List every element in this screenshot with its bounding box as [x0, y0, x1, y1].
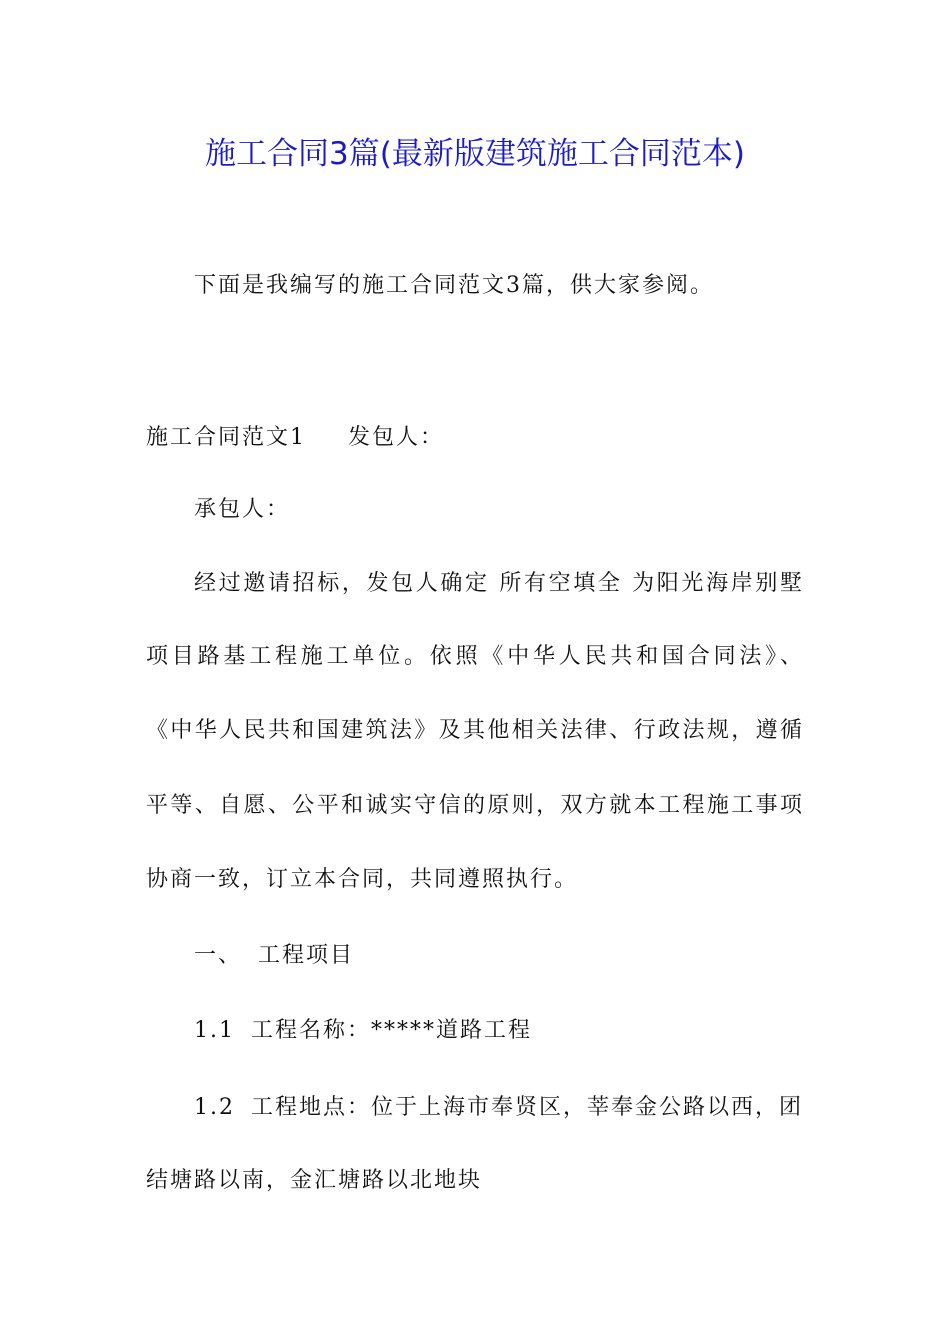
item-1-2-continuation: 结塘路以南，金汇塘路以北地块: [146, 1168, 483, 1193]
paragraph-line: 经过邀请招标，发包人确定 所有空填全 为阳光海岸别墅: [194, 571, 804, 596]
paragraph-line: 《中华人民共和国建筑法》及其他相关法律、行政法规，遵循: [146, 718, 804, 743]
employer-label: 发包人：: [348, 425, 445, 450]
paragraph-line: 平等、自愿、公平和诚实守信的原则，双方就本工程施工事项: [146, 793, 804, 818]
paragraph-line: 项目路基工程施工单位。依照《中华人民共和国合同法》、: [146, 644, 804, 669]
item-1-2-text: 工程地点：位于上海市奉贤区，莘奉金公路以西，团: [251, 1095, 804, 1120]
item-1-1: [194, 1015, 532, 1047]
item-one-heading: [194, 940, 354, 972]
item-one-number: 一、: [194, 943, 243, 968]
item-1-1-text: 工程名称：*****道路工程: [251, 1018, 533, 1043]
item-1-2-number: 1.2: [194, 1095, 235, 1120]
section-heading-row: [146, 422, 444, 454]
paragraph-line: 协商一致，订立本合同，共同遵照执行。: [146, 867, 579, 892]
document-title: 施工合同3篇(最新版建筑施工合同范本): [205, 136, 745, 172]
section-heading: 施工合同范文1: [146, 425, 306, 450]
intro-paragraph: 下面是我编写的施工合同范文3篇，供大家参阅。: [194, 273, 714, 298]
item-1-1-number: 1.1: [194, 1018, 235, 1043]
item-1-2: [194, 1092, 803, 1124]
contractor-label: 承包人：: [194, 497, 291, 522]
item-one-text: 工程项目: [258, 943, 355, 968]
